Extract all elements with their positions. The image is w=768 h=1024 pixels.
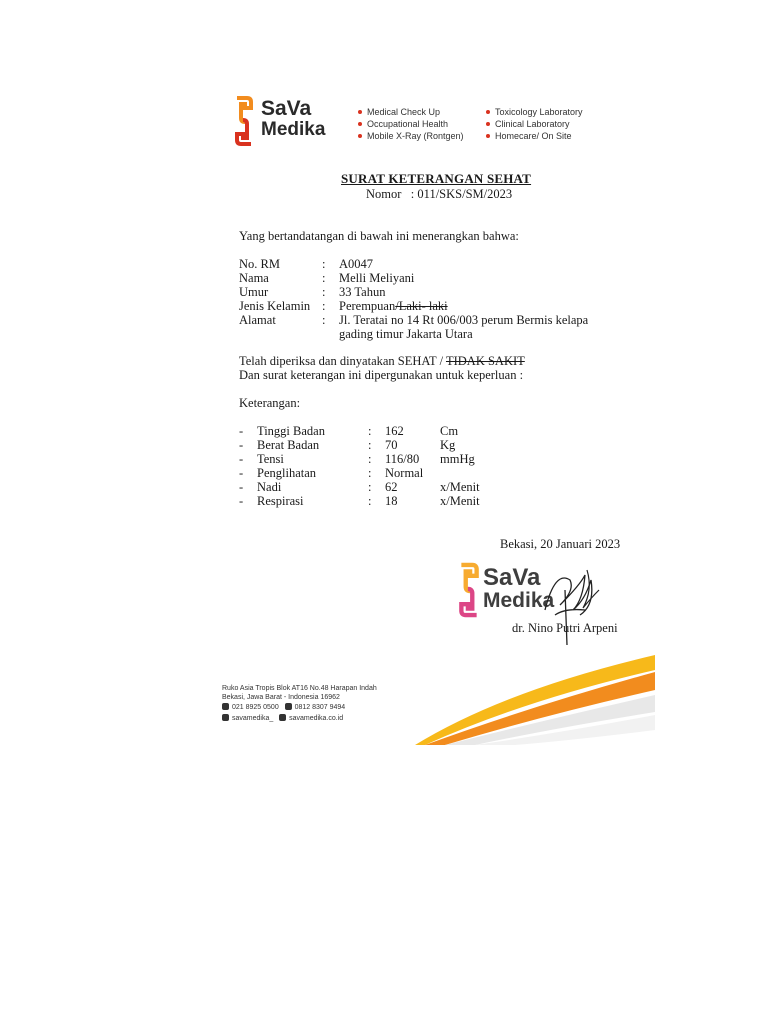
brand-line1: SaVa	[261, 97, 312, 120]
document-title: SURAT KETERANGAN SEHAT	[341, 171, 532, 186]
phone-icon	[222, 703, 229, 710]
item-value: 162	[385, 424, 404, 438]
item-value: 70	[385, 438, 398, 452]
whatsapp-icon	[285, 703, 292, 710]
item-dash: -	[239, 452, 244, 466]
bullet-icon	[358, 110, 362, 114]
patient-sep: :	[322, 257, 326, 271]
stamp-line1: SaVa	[483, 564, 541, 591]
signature-scribble-icon	[525, 560, 605, 650]
item-unit: Cm	[440, 424, 459, 438]
service-item: Clinical Laboratory	[486, 118, 570, 130]
footer-social: savamedika_ savamedika.co.id	[222, 714, 343, 723]
patient-value: 33 Tahun	[339, 285, 386, 299]
bullet-icon	[358, 134, 362, 138]
bullet-icon	[486, 134, 490, 138]
item-label: Tensi	[257, 452, 284, 466]
keterangan-heading: Keterangan:	[239, 396, 301, 410]
struck-gender: /Laki- laki	[395, 299, 448, 313]
patient-sep: :	[322, 299, 326, 313]
header-logo	[233, 96, 343, 148]
item-value: 116/80	[385, 452, 420, 466]
item-unit: x/Menit	[440, 494, 480, 508]
item-label: Penglihatan	[257, 466, 317, 480]
instagram-icon	[222, 714, 229, 721]
item-sep: :	[368, 480, 372, 494]
item-label: Berat Badan	[257, 438, 320, 452]
struck-status: TIDAK SAKIT	[445, 354, 525, 368]
doctor-name: dr. Nino Putri Arpeni	[512, 621, 618, 635]
patient-sep: :	[322, 313, 326, 327]
patient-value: A0047	[339, 257, 374, 271]
service-item: Toxicology Laboratory	[486, 106, 583, 118]
brand-line2: Medika	[261, 119, 326, 140]
item-dash: -	[239, 480, 244, 494]
item-dash: -	[239, 494, 244, 508]
footer-swoosh-icon	[415, 650, 655, 750]
patient-value: Perempuan/Laki- laki	[339, 299, 448, 313]
service-item: Mobile X-Ray (Rontgen)	[358, 130, 464, 142]
service-item: Occupational Health	[358, 118, 448, 130]
footer-contacts: 021 8925 0500 0812 8307 9494	[222, 703, 345, 712]
patient-value: Melli Meliyani	[339, 271, 415, 285]
patient-value: Jl. Teratai no 14 Rt 006/003 perum Bermis kelapa	[339, 313, 589, 327]
service-item: Medical Check Up	[358, 106, 440, 118]
item-value: Normal	[385, 466, 424, 480]
stamp-line2: Medika	[483, 589, 555, 612]
sava-stamp-icon	[457, 562, 481, 618]
item-unit: Kg	[440, 438, 456, 452]
bullet-icon	[358, 122, 362, 126]
place-date: Bekasi, 20 Januari 2023	[500, 537, 621, 551]
service-item: Homecare/ On Site	[486, 130, 572, 142]
patient-sep: :	[322, 271, 326, 285]
patient-value-cont: gading timur Jakarta Utara	[339, 327, 473, 341]
item-label: Respirasi	[257, 494, 304, 508]
patient-label: Umur	[239, 285, 269, 299]
patient-label: Nama	[239, 271, 269, 285]
item-value: 62	[385, 480, 398, 494]
intro-text: Yang bertandatangan di bawah ini menerangkan bahwa:	[239, 229, 519, 243]
item-dash: -	[239, 424, 244, 438]
item-sep: :	[368, 452, 372, 466]
statement-line1: Telah diperiksa dan dinyatakan SEHAT / TIDAK SAKIT	[239, 354, 525, 368]
document-number: Nomor : 011/SKS/SM/2023	[366, 187, 513, 201]
patient-label: Alamat	[239, 313, 276, 327]
web-icon	[279, 714, 286, 721]
bullet-icon	[486, 122, 490, 126]
statement-line2: Dan surat keterangan ini dipergunakan untuk keperluan :	[239, 368, 524, 382]
item-unit: x/Menit	[440, 480, 480, 494]
item-label: Nadi	[257, 480, 282, 494]
item-unit: mmHg	[440, 452, 475, 466]
item-sep: :	[368, 466, 372, 480]
item-dash: -	[239, 438, 244, 452]
footer-address: Ruko Asia Tropis Blok AT16 No.48 Harapan Indah Bekasi, Jawa Barat - Indonesia 16962	[222, 685, 377, 701]
patient-sep: :	[322, 285, 326, 299]
item-value: 18	[385, 494, 398, 508]
patient-label: No. RM	[239, 257, 280, 271]
item-label: Tinggi Badan	[257, 424, 325, 438]
item-sep: :	[368, 494, 372, 508]
sava-logo-icon	[233, 96, 255, 146]
item-dash: -	[239, 466, 244, 480]
bullet-icon	[486, 110, 490, 114]
item-sep: :	[368, 424, 372, 438]
patient-label: Jenis Kelamin	[239, 299, 311, 313]
item-sep: :	[368, 438, 372, 452]
